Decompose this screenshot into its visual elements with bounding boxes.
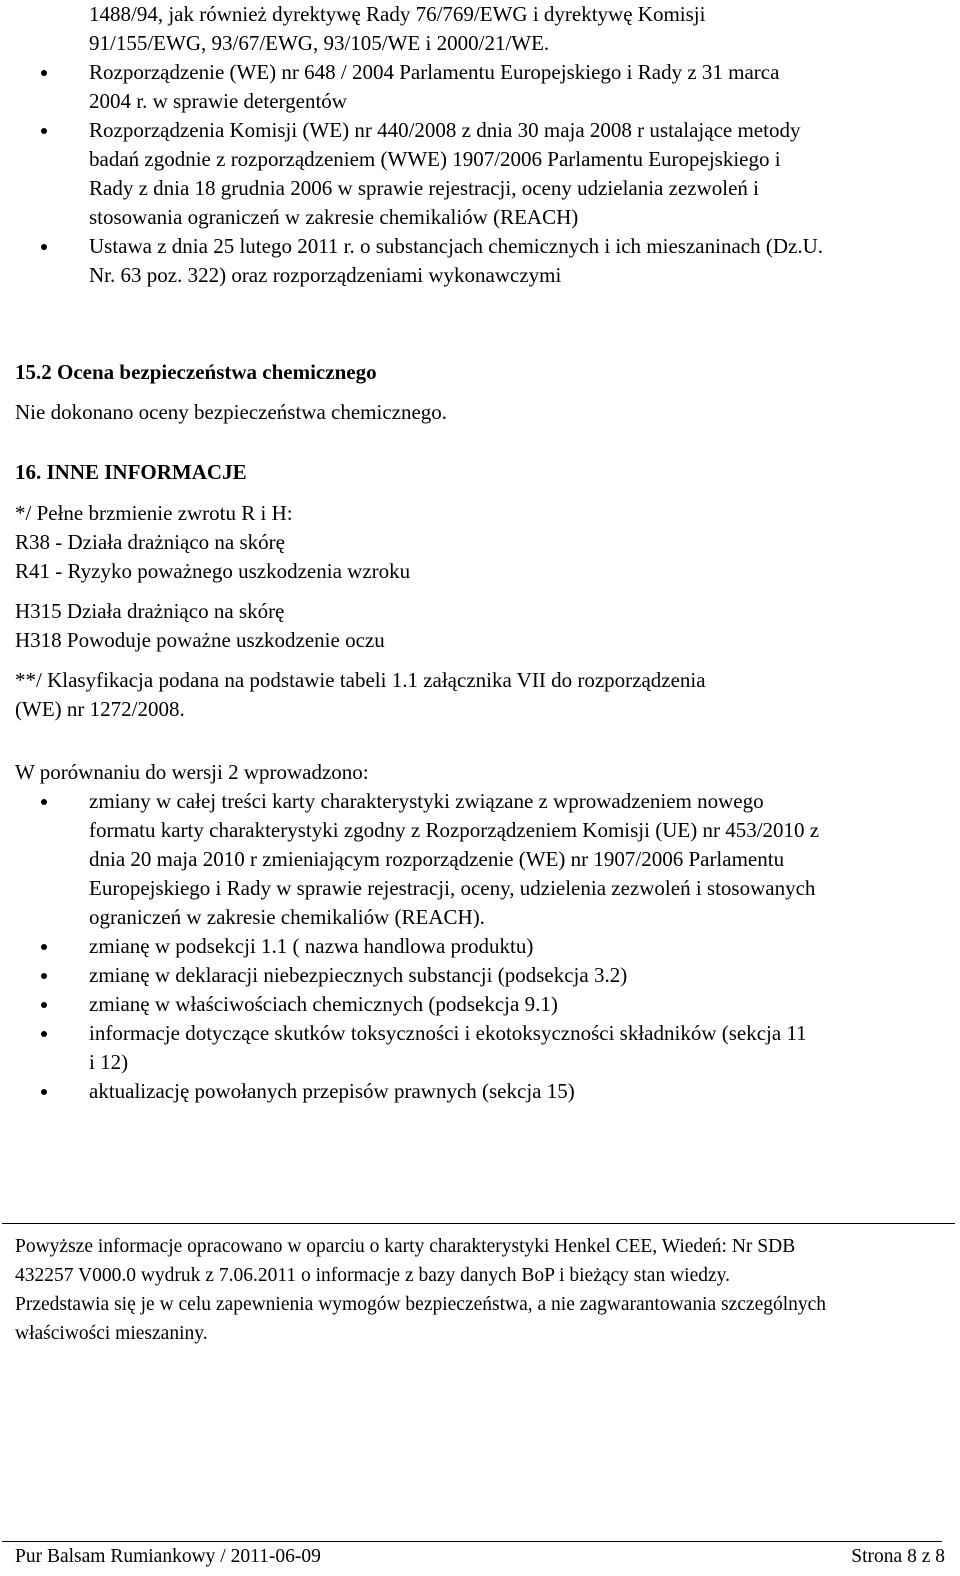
text-line: ograniczeń w zakresie chemikaliów (REACH). (89, 905, 485, 929)
r-phrase: R41 - Ryzyko poważnego uszkodzenia wzroku (15, 559, 411, 583)
h-phrase: H315 Działa drażniąco na skórę (15, 599, 285, 623)
list-item (89, 787, 945, 932)
other-information (15, 499, 945, 724)
text-line: zmianę w deklaracji niebezpiecznych substancji (podsekcja 3.2) (89, 963, 628, 987)
disclaimer-box (2, 1223, 955, 1348)
text-line: stosowania ograniczeń w zakresie chemikaliów (REACH) (89, 205, 579, 229)
text-line: Nr. 63 poz. 322) oraz rozporządzeniami wykonawczymi (89, 263, 562, 287)
disclaimer-line: Powyższe informacje opracowano w oparciu o karty charakterystyki Henkel CEE, Wiedeń: Nr SDB (15, 1236, 796, 1257)
bullet-icon (41, 944, 47, 950)
section-heading-15-2: 15.2 Ocena bezpieczeństwa chemicznego (15, 360, 377, 384)
bullet-icon (41, 70, 47, 76)
text-line: Rozporządzenia Komisji (WE) nr 440/2008 z dnia 30 maja 2008 r ustalające metody (89, 118, 801, 142)
text-line: aktualizację powołanych przepisów prawnych (sekcja 15) (89, 1079, 575, 1103)
product-footer: Pur Balsam Rumiankowy / 2011-06-09 (15, 1546, 321, 1567)
list-item (89, 116, 945, 232)
text-line: badań zgodnie z rozporządzeniem (WWE) 1907/2006 Parlamentu Europejskiego i (89, 147, 781, 171)
list-item (89, 1019, 945, 1077)
text-line: zmianę w właściwościach chemicznych (podsekcja 9.1) (89, 992, 558, 1016)
changes-intro: W porównaniu do wersji 2 wprowadzono: (15, 760, 369, 784)
text-line: zmiany w całej treści karty charakterystyki związane z wprowadzeniem nowego (89, 789, 764, 813)
text-line: Rady z dnia 18 grudnia 2006 w sprawie rejestracji, oceny udzielania zezwoleń i (89, 176, 760, 200)
list-item (89, 990, 945, 1019)
classification-note: **/ Klasyfikacja podana na podstawie tabeli 1.1 załącznika VII do rozporządzenia (15, 668, 706, 692)
list-item (89, 58, 945, 116)
list-item (89, 932, 945, 961)
text-line: Europejskiego i Rady w sprawie rejestracji, oceny, udzielenia zezwoleń i stosowanych (89, 876, 816, 900)
legal-references-list (15, 0, 945, 290)
page-number: Strona 8 z 8 (851, 1546, 945, 1567)
list-item (89, 961, 945, 990)
phrases-intro: */ Pełne brzmienie zwrotu R i H: (15, 501, 293, 525)
continued-item (89, 0, 945, 58)
h-phrase: H318 Powoduje poważne uszkodzenie oczu (15, 628, 385, 652)
disclaimer-line: 432257 V000.0 wydruk z 7.06.2011 o informacje z bazy danych BoP i bieżący stan wiedzy. (15, 1265, 731, 1286)
text-line: formatu karty charakterystyki zgodny z Rozporządzeniem Komisji (UE) nr 453/2010 z (89, 818, 820, 842)
bullet-icon (41, 1031, 47, 1037)
list-item (89, 232, 945, 290)
text-line: 1488/94, jak również dyrektywę Rady 76/769/EWG i dyrektywę Komisji (89, 2, 706, 26)
bullet-icon (41, 128, 47, 134)
section-heading-16: 16. INNE INFORMACJE (15, 460, 247, 484)
text-line: 2004 r. w sprawie detergentów (89, 89, 347, 113)
section-text: Nie dokonano oceny bezpieczeństwa chemicznego. (15, 400, 448, 424)
text-line: informacje dotyczące skutków toksyczności i ekotoksyczności składników (sekcja 11 (89, 1021, 807, 1045)
disclaimer-line: Przedstawia się je w celu zapewnienia wymogów bezpieczeństwa, a nie zagwarantowania szczególnych (15, 1294, 827, 1315)
disclaimer-line: właściwości mieszaniny. (15, 1323, 208, 1344)
text-line: 91/155/EWG, 93/67/EWG, 93/105/WE i 2000/21/WE. (89, 31, 550, 55)
classification-note: (WE) nr 1272/2008. (15, 697, 185, 721)
text-line: Rozporządzenie (WE) nr 648 / 2004 Parlamentu Europejskiego i Rady z 31 marca (89, 60, 780, 84)
text-line: Ustawa z dnia 25 lutego 2011 r. o substancjach chemicznych i ich mieszaninach (Dz.U. (89, 234, 823, 258)
bullet-icon (41, 973, 47, 979)
r-phrase: R38 - Działa drażniąco na skórę (15, 530, 285, 554)
text-line: dnia 20 maja 2010 r zmieniającym rozporządzenie (WE) nr 1907/2006 Parlamentu (89, 847, 785, 871)
list-item (89, 1077, 945, 1106)
bullet-icon (41, 799, 47, 805)
text-line: zmianę w podsekcji 1.1 ( nazwa handlowa produktu) (89, 934, 534, 958)
bullet-icon (41, 1002, 47, 1008)
text-line: i 12) (89, 1050, 129, 1074)
bullet-icon (41, 1089, 47, 1095)
bullet-icon (41, 244, 47, 250)
changes-section (15, 758, 945, 1106)
